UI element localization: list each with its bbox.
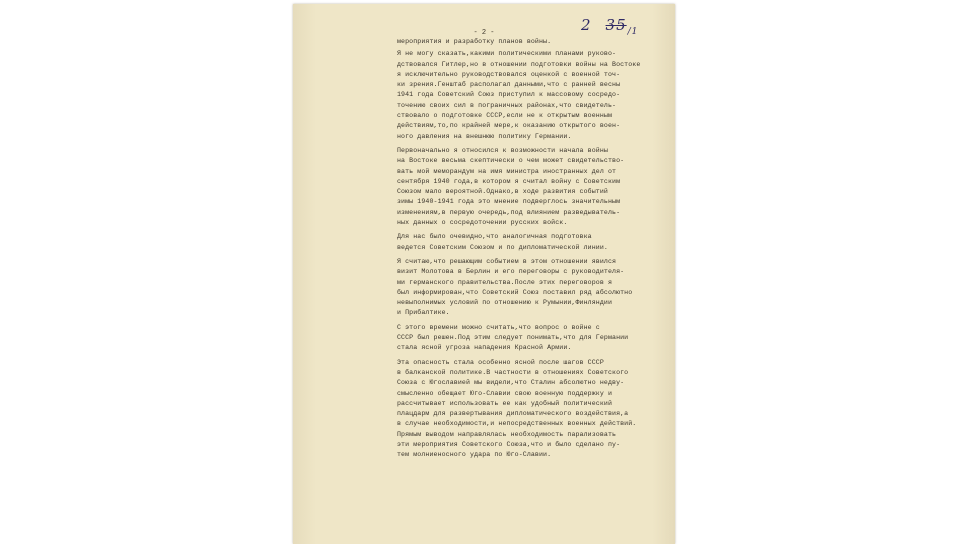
archive-stamp bbox=[581, 16, 638, 37]
paragraph: Эта опасность стала особенно ясной после шагов СССР в балканской политике.В частности в отношениях Советского Союза с Югославией мы видели,что Сталин абсолютно недву- смысленно обещает Юго-Славии свою военную поддержку и рассчитывает использовать ее как удобный политический плацдарм для развертывания дипломатического воздействия,а в случае необходимости,и непосредственных военных действий. Прямым выводом направлялась необходимость парализовать эти мероприятия Советского Союза,что и было сделано пу- тем молниеносного удара по Юго-Славии. bbox=[397, 358, 637, 459]
paragraph: С этого времени можно считать,что вопрос о войне с СССР был решен.Под этим следует понимать,что для Германии стала ясной угроза нападения Красной Армии. bbox=[397, 323, 629, 352]
document-page bbox=[293, 4, 675, 544]
archive-number: 2 bbox=[581, 16, 592, 34]
archive-number-crossed: 35 bbox=[605, 16, 627, 34]
paragraph: Первоначально я относился к возможности начала войны на Востоке весьма скептически о чем может свидетельство- вать мой меморандум на имя министра иностранных дел от сентября 1940 года,в котором я считал войну с Советским Союзом мало вероятной.Однако,в ходе развития событий зимы 1940-1941 года это мнение подверглось значительным изменениям,в первую очередь,под влиянием разведыватель- ных данных о сосредоточении русских войск. bbox=[397, 146, 625, 227]
paragraph: Я считаю,что решающим событием в этом отношении явился визит Молотова в Берлин и его переговоры с руководителя- ми германского правительства.После этих переговоров я был информирован,что Советский Союз поставил ряд абсолютно невыполнимых условий по отношению к Румынии,Финляндии и Прибалтике. bbox=[397, 257, 633, 317]
archive-number-suffix: /1 bbox=[627, 27, 639, 37]
paragraph: Для нас было очевидно,что аналогичная подготовка ведется Советским Союзом и по дипломатической линии. bbox=[397, 233, 608, 251]
typed-text-body bbox=[397, 37, 669, 465]
paragraph: Я не могу сказать,какими политическими планами руково- дствовался Гитлер,но в отношении подготовки войны на Востоке я исключительно руководствовался оценкой с военной точ- ки зрения.Генштаб располагал данными,что с ранней весны 1941 года Советский Союз приступил к массовому сосредо- точению своих сил в пограничных районах,что свидетель- ствовало о подготовке СССР,если не к открытым военным действиям,то,по крайней мере,к оказанию открытого воен- ного давления на внешнюю политику Германии. bbox=[397, 50, 641, 140]
paragraph: мероприятия и разработку планов войны. bbox=[397, 38, 552, 45]
page-number: - 2 - bbox=[473, 29, 495, 37]
